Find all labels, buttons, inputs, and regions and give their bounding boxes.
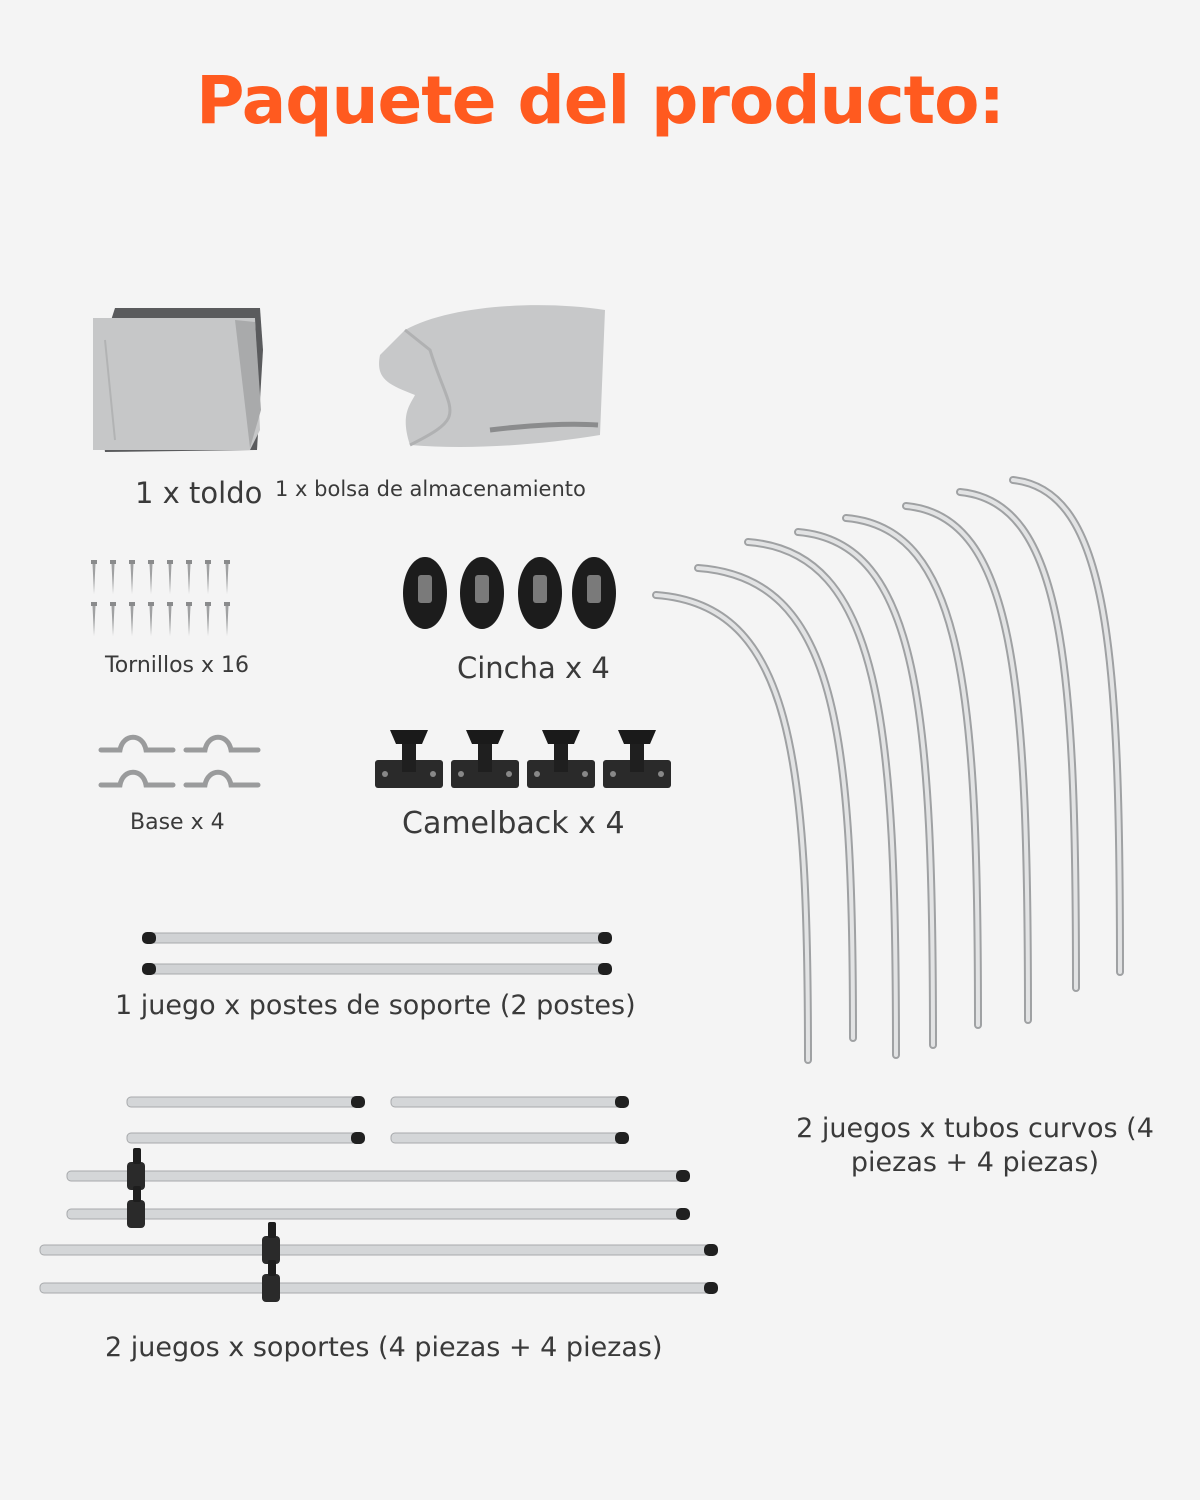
supports-label: 2 juegos x soportes (4 piezas + 4 piezas) — [105, 1332, 663, 1363]
supports-image — [35, 1088, 725, 1313]
straps-label: Cincha x 4 — [457, 651, 610, 685]
canopy-label: 1 x toldo — [135, 476, 263, 510]
straps-image — [400, 555, 620, 635]
page-title: Paquete del producto: — [196, 62, 1004, 139]
storage-bag-image — [370, 295, 610, 460]
camelback-label: Camelback x 4 — [402, 806, 625, 841]
support-poles-label: 1 juego x postes de soporte (2 postes) — [115, 990, 636, 1021]
curved-tubes-image — [648, 470, 1168, 1070]
screws-image — [86, 555, 246, 640]
curved-tubes-label: 2 juegos x tubos curvos (4 piezas + 4 piezas) — [796, 1113, 1154, 1178]
bases-label: Base x 4 — [130, 810, 225, 835]
folded-canopy-image — [85, 300, 275, 460]
base-brackets-image — [98, 725, 263, 795]
support-poles-image — [140, 928, 615, 980]
bag-label: 1 x bolsa de almacenamiento — [275, 477, 586, 501]
screws-label: Tornillos x 16 — [105, 653, 250, 678]
camelback-clamps-image — [372, 722, 677, 792]
